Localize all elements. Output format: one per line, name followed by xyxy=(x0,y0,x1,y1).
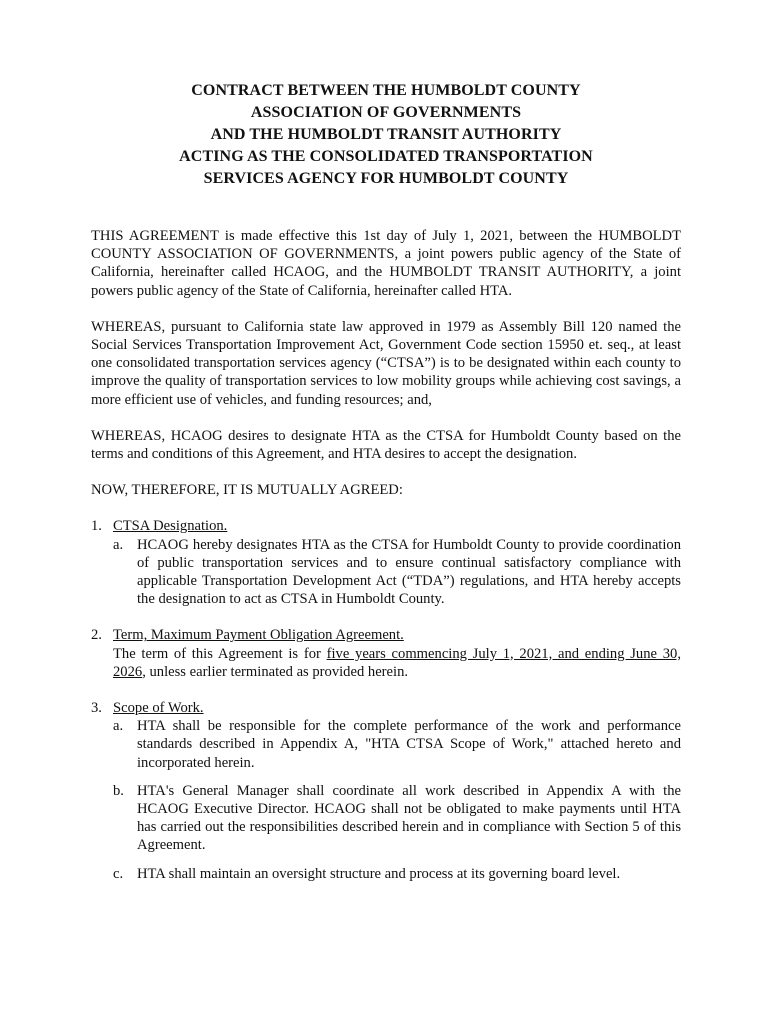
section-ctsa-designation xyxy=(91,517,681,608)
section-term xyxy=(91,626,681,681)
subsection-text: HTA's General Manager shall coordinate all work described in Appendix A with the HCAOG Executive Director. HCAOG shall not be obligated to make payments until HTA has carried out the responsibilities described herein and in compliance with Section 5 of this Agreement. xyxy=(137,782,681,854)
subsection-letter: a. xyxy=(113,536,124,553)
term-text-end: , unless earlier terminated as provided herein. xyxy=(142,663,409,680)
section-heading: CTSA Designation. xyxy=(113,518,228,535)
subsection-text: HTA shall be responsible for the complete performance of the work and performance standards described in Appendix A, "HTA CTSA Scope of Work," attached hereto and incorporated herein. xyxy=(137,718,681,771)
subsection-text: HTA shall maintain an oversight structure and process at its governing board level. xyxy=(137,865,621,882)
subsection-c xyxy=(113,865,681,883)
subsection-a xyxy=(113,717,681,772)
title-line: CONTRACT BETWEEN THE HUMBOLDT COUNTY xyxy=(191,82,581,99)
subsection-text: HCAOG hereby designates HTA as the CTSA for Humboldt County to provide coordination of public transportation services and to ensure continual satisfactory compliance with applicable Transportation Development Act (“TDA”) regulations, and HTA hereby accepts the designation to act as CTSA in Humboldt County. xyxy=(137,536,681,608)
title-line: SERVICES AGENCY FOR HUMBOLDT COUNTY xyxy=(203,170,569,187)
subsection-b xyxy=(113,782,681,855)
section-heading: Term, Maximum Payment Obligation Agreement. xyxy=(113,627,404,644)
section-scope-of-work xyxy=(91,699,681,883)
section-number: 2. xyxy=(91,627,102,644)
term-dates: five years commencing July 1, 2021, and ending June 30, 2026 xyxy=(113,645,681,680)
section-heading: Scope of Work. xyxy=(113,700,204,717)
title-line: AND THE HUMBOLDT TRANSIT AUTHORITY xyxy=(210,126,562,143)
section-number: 3. xyxy=(91,700,102,717)
whereas-paragraph-2: WHEREAS, HCAOG desires to designate HTA as the CTSA for Humboldt County based on the terms and conditions of this Agreement, and HTA desires to accept the designation. xyxy=(91,427,681,463)
term-text: The term of this Agreement is for xyxy=(113,645,327,662)
subsection-letter: a. xyxy=(113,718,124,735)
document-page xyxy=(91,80,681,901)
section-body xyxy=(113,645,681,681)
subsection-letter: b. xyxy=(113,782,124,799)
title-line: ASSOCIATION OF GOVERNMENTS xyxy=(250,104,522,121)
subsection-letter: c. xyxy=(113,865,124,882)
intro-paragraph: THIS AGREEMENT is made effective this 1st day of July 1, 2021, between the HUMBOLDT COUNTY ASSOCIATION OF GOVERNMENTS, a joint powers public agency of the State of California, hereinafter called HCAOG, and the HUMBOLDT TRANSIT AUTHORITY, a joint powers public agency of the State of California, hereinafter called HTA. xyxy=(91,228,681,299)
title-line: ACTING AS THE CONSOLIDATED TRANSPORTATION xyxy=(179,148,593,165)
agreed-statement: NOW, THEREFORE, IT IS MUTUALLY AGREED: xyxy=(91,482,403,499)
section-number: 1. xyxy=(91,518,102,535)
subsection-a xyxy=(113,536,681,609)
contract-title xyxy=(91,80,681,190)
whereas-paragraph-1: WHEREAS, pursuant to California state law approved in 1979 as Assembly Bill 120 named the Social Services Transportation Improvement Act, Government Code section 15950 et. seq., at least one consolidated transportation services agency (“CTSA”) is to be designated within each county to improve the quality of transportation services to low mobility groups while achieving cost savings, a more efficient use of vehicles, and funding resources; and, xyxy=(91,318,681,408)
